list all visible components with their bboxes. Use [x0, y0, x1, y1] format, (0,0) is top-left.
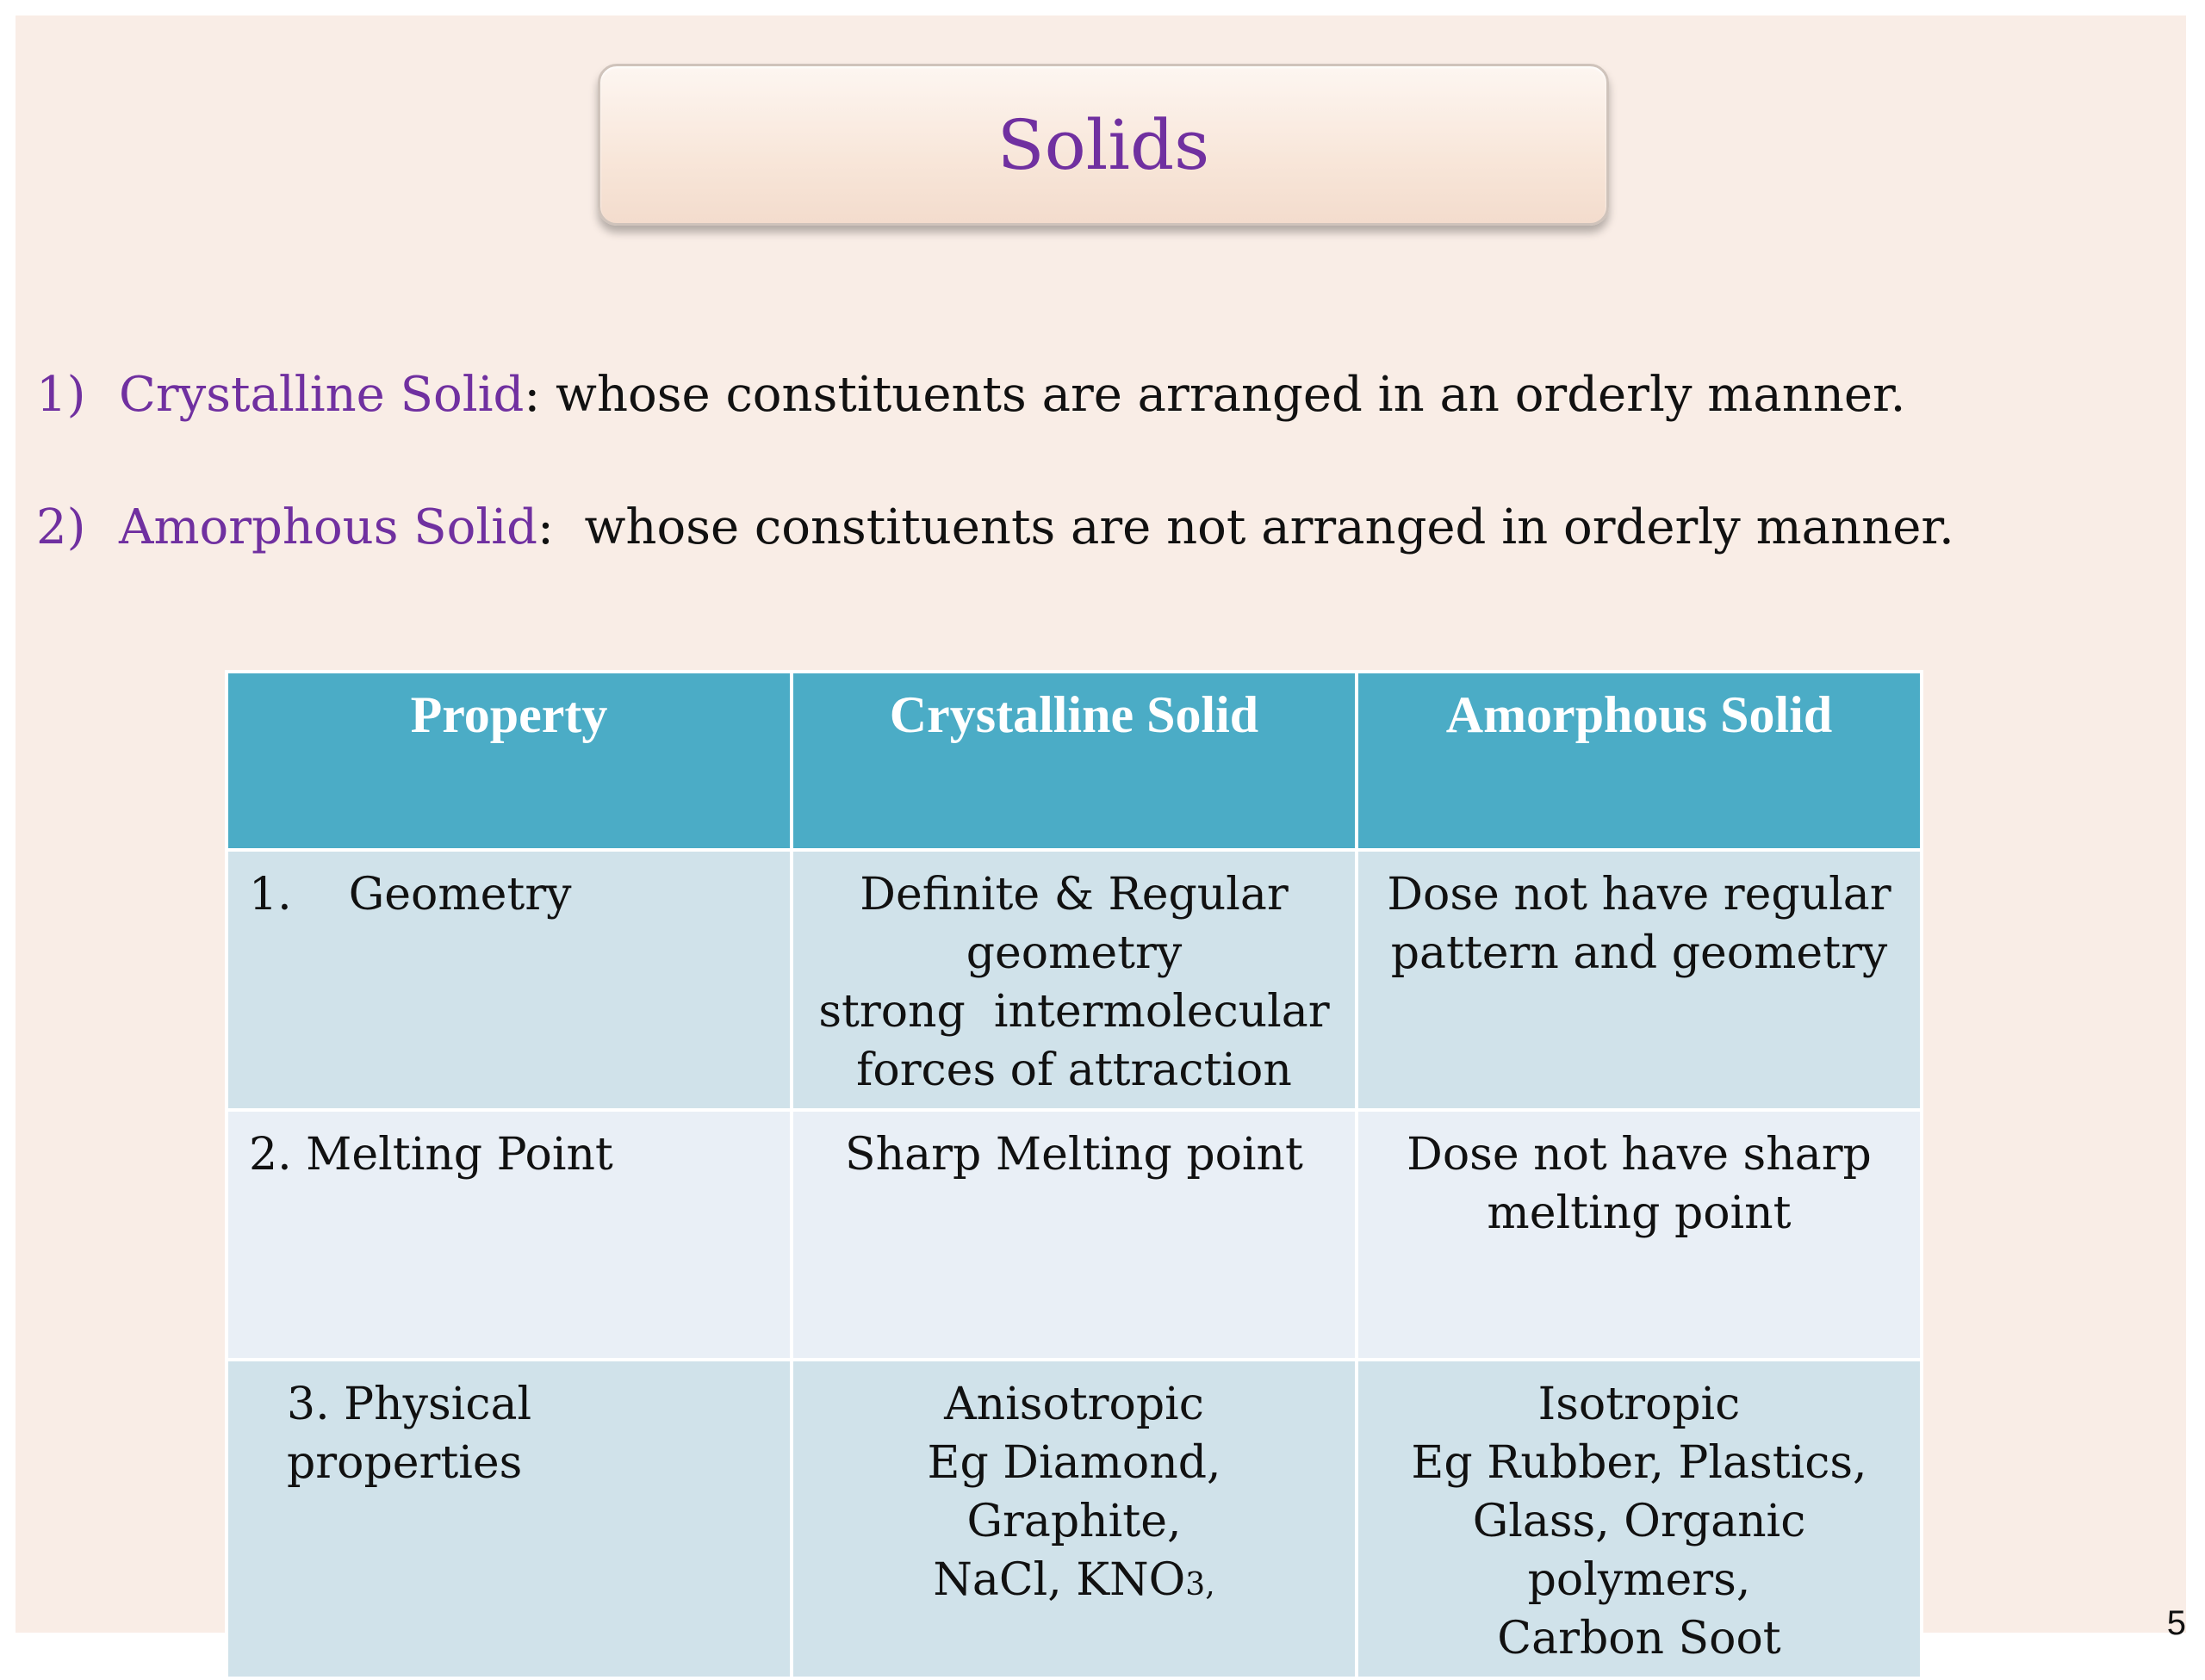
cell-crystalline [792, 850, 1357, 1110]
cell-property [227, 850, 792, 1110]
cell-property [227, 1110, 792, 1360]
cell-line: Definite & Regular [814, 865, 1334, 924]
definition-crystalline [36, 367, 1905, 423]
cell-line: geometry [814, 924, 1334, 983]
header-amorphous: Amorphous Solid [1357, 672, 1922, 850]
slide [16, 15, 2186, 1633]
cell-line: Sharp Melting point [814, 1125, 1334, 1184]
cell-line: Isotropic [1379, 1375, 1899, 1434]
cell-line: Eg Rubber, Plastics, [1379, 1434, 1899, 1492]
page-number: 5 [2167, 1604, 2186, 1643]
header-crystalline: Crystalline Solid [792, 672, 1357, 850]
slide-title: Solids [997, 105, 1209, 185]
cell-property [227, 1360, 792, 1678]
header-property: Property [227, 672, 792, 850]
property-label: 3. Physical properties [287, 1379, 531, 1489]
definition-text: whose constituents are not arranged in orderly manner. [554, 499, 1954, 555]
cell-line: Glass, Organic polymers, [1379, 1492, 1899, 1609]
table-row [227, 1360, 1922, 1678]
table-row [227, 1110, 1922, 1360]
cell-amorphous [1357, 1110, 1922, 1360]
table-row [227, 850, 1922, 1110]
definition-separator: : [524, 367, 540, 423]
comparison-table [225, 670, 1923, 1680]
definition-text: whose constituents are arranged in an orderly manner. [540, 367, 1905, 423]
definition-amorphous [36, 499, 1954, 555]
cell-line: Dose not have sharp [1379, 1125, 1899, 1184]
cell-line: Carbon Soot [1379, 1609, 1899, 1668]
cell-line: melting point [1379, 1184, 1899, 1243]
cell-line: Dose not have regular [1379, 865, 1899, 924]
property-label: 1. Geometry [249, 869, 572, 921]
cell-line: Eg Diamond, Graphite, [814, 1434, 1334, 1551]
cell-line: pattern and geometry [1379, 924, 1899, 983]
cell-amorphous [1357, 1360, 1922, 1678]
formula-text: NaCl, KNO [933, 1554, 1185, 1606]
formula-subscript: 3, [1185, 1567, 1214, 1603]
definition-term: Amorphous Solid [119, 499, 537, 555]
cell-crystalline [792, 1110, 1357, 1360]
cell-line: strong intermolecular [814, 983, 1334, 1041]
cell-amorphous [1357, 850, 1922, 1110]
title-box [598, 64, 1609, 226]
definition-separator: : [537, 499, 554, 555]
definition-number: 1) [36, 367, 119, 423]
definition-term: Crystalline Solid [119, 367, 524, 423]
cell-crystalline [792, 1360, 1357, 1678]
property-label: 2. Melting Point [249, 1129, 613, 1181]
table-header-row [227, 672, 1922, 850]
cell-line: Anisotropic [814, 1375, 1334, 1434]
cell-line [814, 1551, 1334, 1615]
definition-number: 2) [36, 499, 119, 555]
cell-line: forces of attraction [814, 1041, 1334, 1100]
